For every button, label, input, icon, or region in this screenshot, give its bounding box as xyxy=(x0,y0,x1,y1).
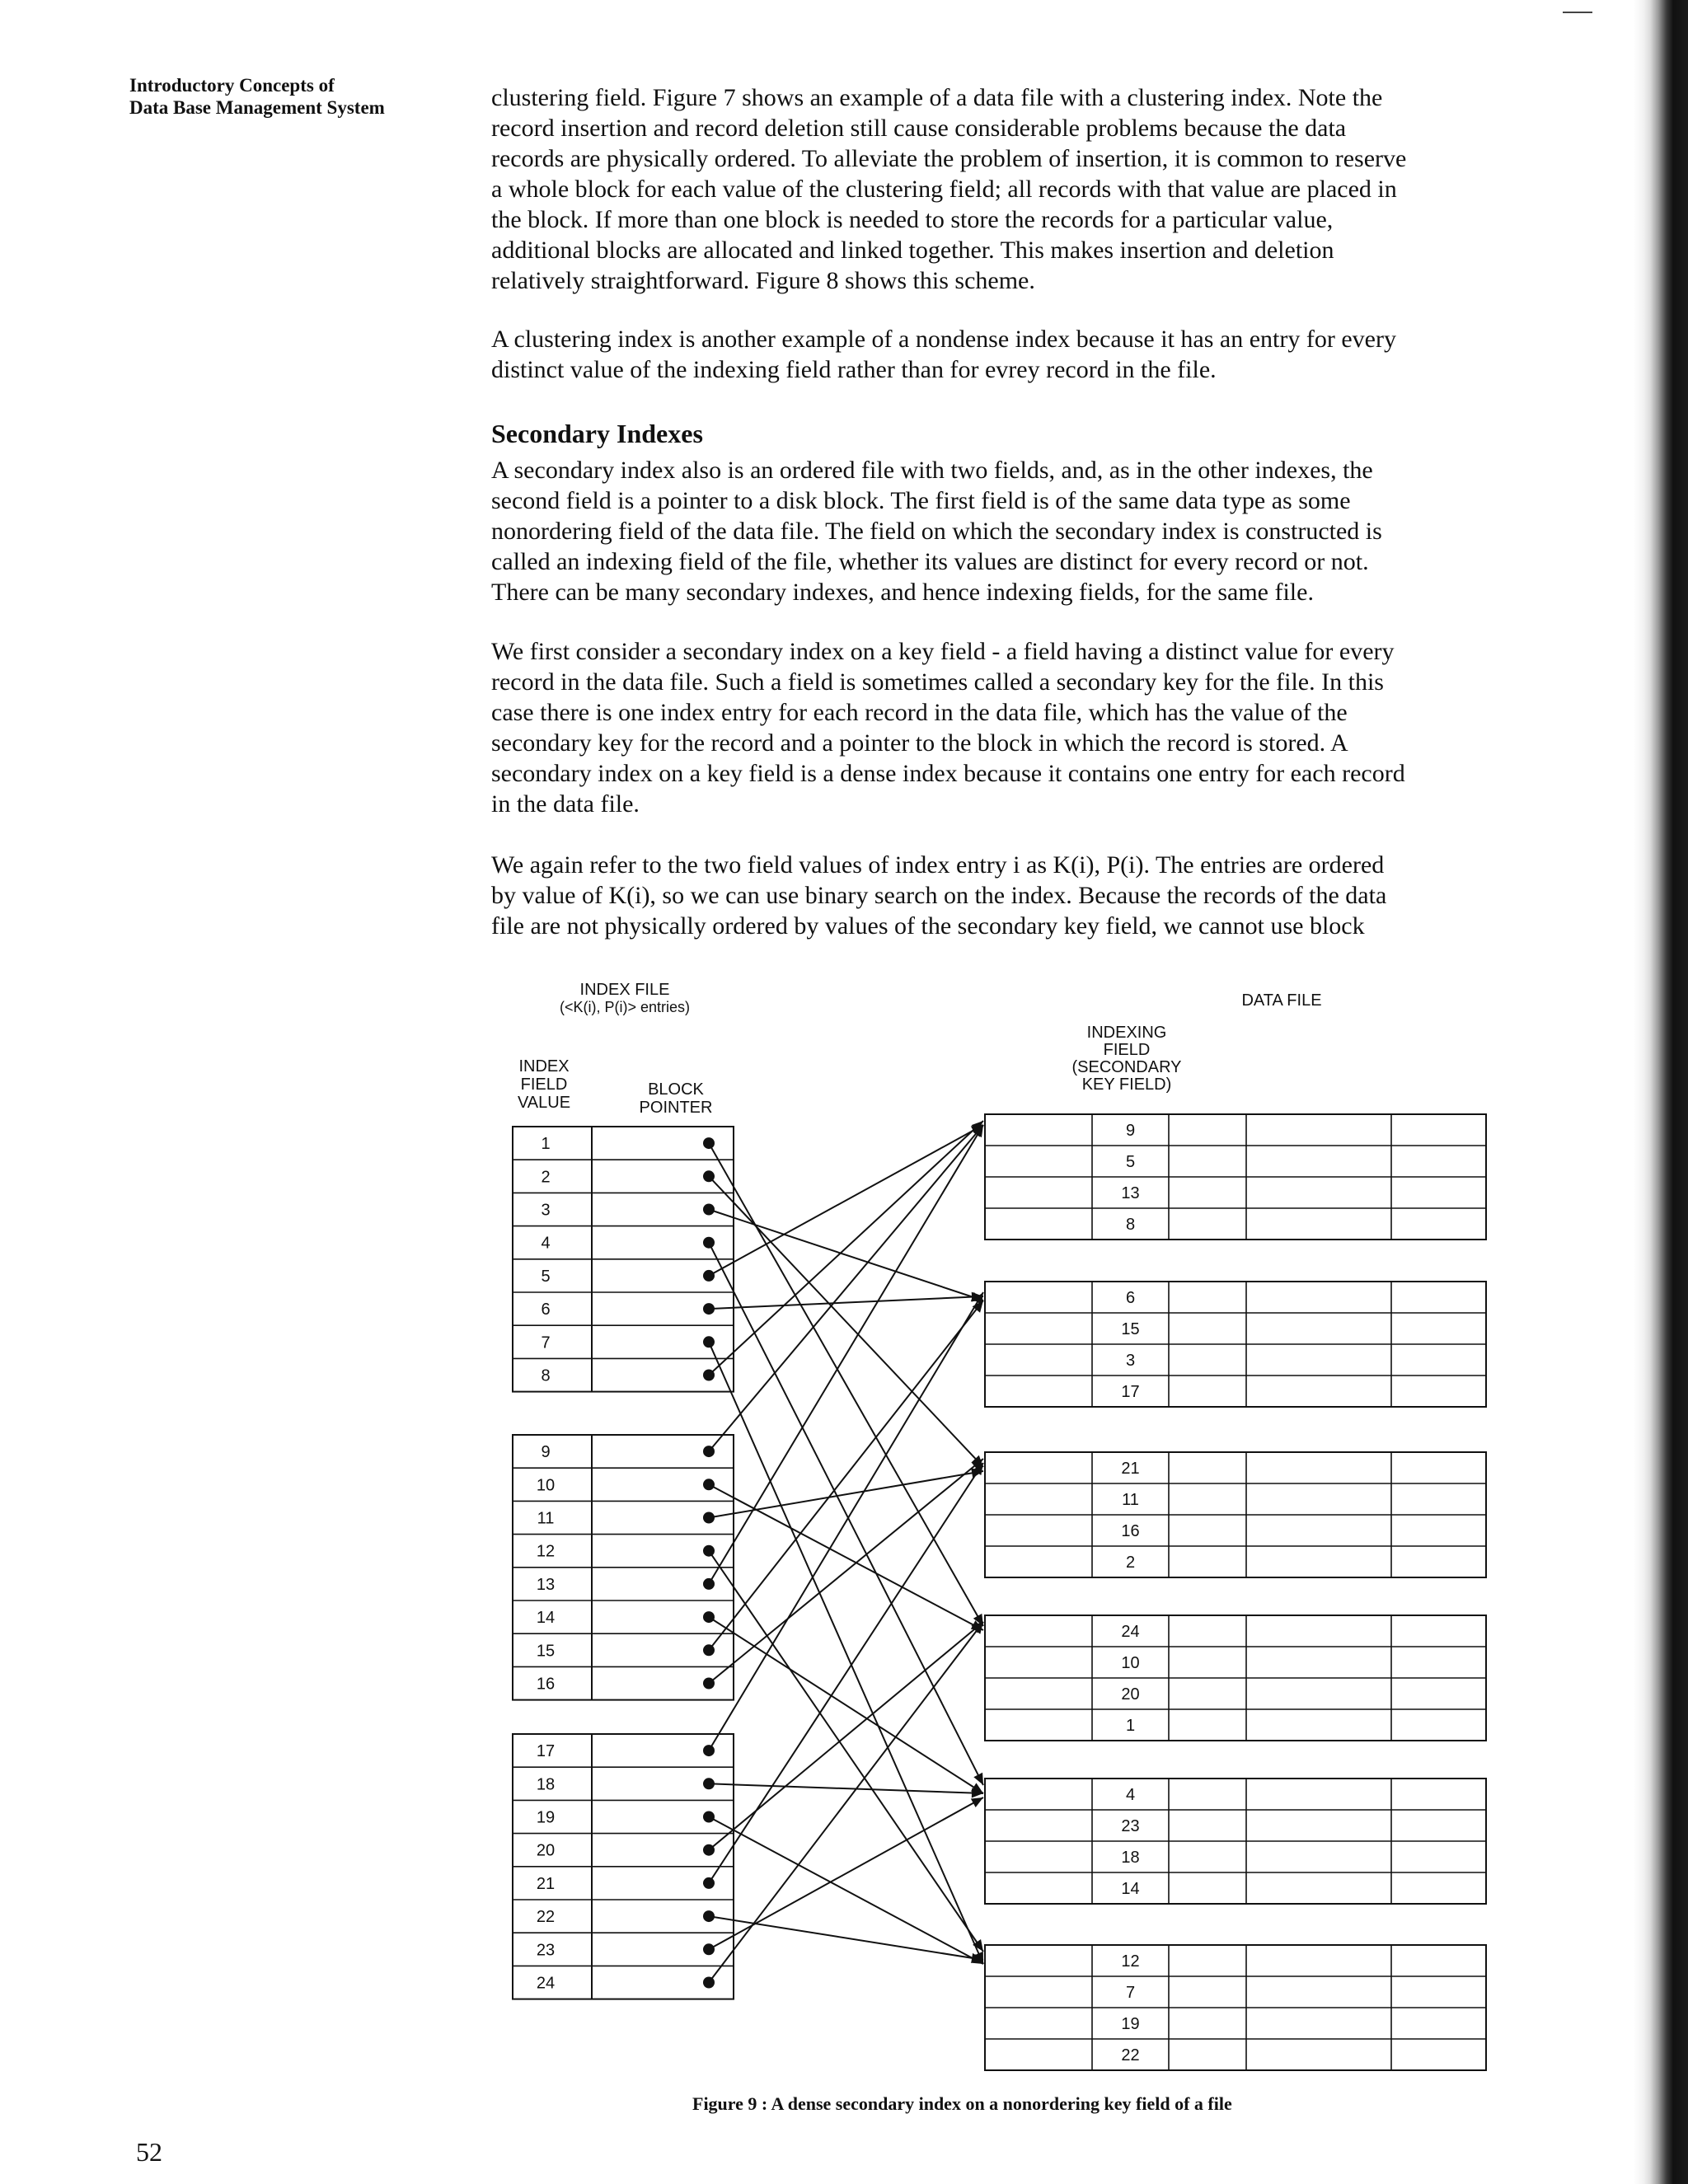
pointer-dot xyxy=(703,1237,715,1249)
index-field-value: 21 xyxy=(536,1874,556,1893)
text-line: secondary index on a key field is a dense index because it contains one entry for each record xyxy=(491,760,1405,787)
text-line: records are physically ordered. To alleviate the problem of insertion, it is common to reserve xyxy=(491,145,1407,172)
data-key-value: 16 xyxy=(1121,1522,1140,1540)
pointer-dot xyxy=(703,1877,715,1889)
pointer-dot xyxy=(703,1370,715,1381)
block-pointer-arrow xyxy=(709,1622,983,1983)
index-field-value: 9 xyxy=(541,1443,551,1462)
page-number: 52 xyxy=(136,2137,162,2167)
index-field-value: 14 xyxy=(536,1609,556,1628)
text-line: relatively straightforward. Figure 8 shows this scheme. xyxy=(491,267,1035,294)
data-key-value: 4 xyxy=(1125,1786,1136,1804)
index-field-value: 10 xyxy=(536,1476,556,1495)
data-key-value: 23 xyxy=(1121,1817,1140,1835)
data-key-value: 11 xyxy=(1122,1491,1139,1509)
block-pointer-arrow xyxy=(709,1484,983,1630)
index-field-value: 18 xyxy=(536,1775,556,1794)
pointer-dot xyxy=(703,1446,715,1457)
index-field-value: 8 xyxy=(541,1366,551,1385)
data-key-value: 21 xyxy=(1121,1460,1140,1478)
index-field-value: 23 xyxy=(536,1941,556,1960)
pointer-dot xyxy=(703,1303,715,1315)
pointer-dot xyxy=(703,1943,715,1955)
text-line: clustering field. Figure 7 shows an example of a data file with a clustering index. Note the xyxy=(491,84,1383,111)
block-pointer-arrow xyxy=(709,1210,983,1301)
pointer-dot xyxy=(703,1578,715,1590)
pointer-dot xyxy=(703,1977,715,1989)
text-line: secondary key for the record and a pointer to the block in which the record is stored. A xyxy=(491,729,1348,757)
data-key-value: 20 xyxy=(1121,1685,1140,1704)
text-line: A clustering index is another example of a nondense index because it has an entry for every xyxy=(491,326,1396,353)
indexing-field-line3: (SECONDARY xyxy=(1071,1058,1182,1076)
index-field-value: 12 xyxy=(536,1542,556,1561)
block-pointer-arrow xyxy=(709,1176,983,1467)
block-pointer-arrow xyxy=(709,1121,983,1376)
index-file-subtitle: (<K(i), P(i)> entries) xyxy=(559,999,691,1015)
index-file-title: INDEX FILE xyxy=(579,981,670,999)
section-heading: Secondary Indexes xyxy=(491,419,703,448)
data-key-value: 1 xyxy=(1125,1717,1136,1735)
data-key-value: 18 xyxy=(1121,1849,1140,1867)
block-pointer-arrow xyxy=(709,1459,983,1684)
text-line: record insertion and record deletion still cause considerable problems because the data xyxy=(491,115,1347,142)
indexing-field-line2: FIELD xyxy=(1103,1041,1151,1059)
block-pointer-arrow xyxy=(709,1622,983,1850)
index-field-value: 19 xyxy=(536,1808,556,1827)
index-field-value: 4 xyxy=(541,1234,551,1253)
index-field-value: 11 xyxy=(537,1509,555,1528)
pointer-dot xyxy=(703,1778,715,1789)
data-key-value: 2 xyxy=(1125,1554,1136,1572)
block-pointer-arrow xyxy=(709,1916,983,1960)
index-field-value: 5 xyxy=(541,1267,551,1286)
text-line: There can be many secondary indexes, and hence indexing fields, for the same file. xyxy=(491,579,1314,606)
block-pointer-arrow xyxy=(709,1292,983,1750)
pointer-dot xyxy=(703,1545,715,1557)
text-line: record in the data file. Such a field is sometimes called a secondary key for the file. In this xyxy=(491,668,1384,696)
data-key-value: 24 xyxy=(1121,1623,1140,1641)
text-line: A secondary index also is an ordered file with two fields, and, as in the other indexes, the xyxy=(491,457,1373,484)
data-key-value: 14 xyxy=(1121,1880,1140,1898)
data-key-value: 22 xyxy=(1121,2046,1140,2064)
arrowhead xyxy=(973,1939,983,1952)
index-col1-line1: INDEX xyxy=(518,1057,570,1076)
data-key-value: 15 xyxy=(1121,1320,1140,1338)
text-line: by value of K(i), so we can use binary search on the index. Because the records of the data xyxy=(491,882,1387,909)
text-line: in the data file. xyxy=(491,790,640,818)
pointer-dot xyxy=(703,1512,715,1524)
data-key-value: 7 xyxy=(1125,1984,1136,2002)
text-line: We again refer to the two field values of index entry i as K(i), P(i). The entries are ordered xyxy=(491,851,1385,879)
figure-caption: Figure 9 : A dense secondary index on a nonordering key field of a file xyxy=(692,2093,1232,2114)
text-line: the block. If more than one block is needed to store the records for a particular value, xyxy=(491,206,1334,233)
data-key-value: 8 xyxy=(1125,1216,1136,1234)
text-line: We first consider a secondary index on a key field - a field having a distinct value for every xyxy=(491,638,1395,665)
data-key-value: 6 xyxy=(1125,1289,1136,1307)
block-pointer-arrow xyxy=(709,1143,983,1626)
index-field-value: 15 xyxy=(536,1642,556,1661)
index-field-value: 2 xyxy=(541,1168,551,1187)
pointer-dot xyxy=(703,1270,715,1282)
index-col1-line2: FIELD xyxy=(520,1076,568,1094)
running-header-line1: Introductory Concepts of xyxy=(129,75,335,96)
indexing-field-line4: KEY FIELD) xyxy=(1081,1076,1172,1094)
text-line: a whole block for each value of the clustering field; all records with that value are placed in xyxy=(491,176,1397,203)
pointer-dot xyxy=(703,1811,715,1823)
data-file-title: DATA FILE xyxy=(1241,991,1322,1010)
index-field-value: 22 xyxy=(536,1908,556,1927)
text-line: distinct value of the indexing field rather than for evrey record in the file. xyxy=(491,356,1217,383)
pointer-dot xyxy=(703,1678,715,1690)
text-line: nonordering field of the data file. The field on which the secondary index is constructed is xyxy=(491,518,1382,545)
pointer-dot xyxy=(703,1844,715,1856)
data-key-value: 13 xyxy=(1121,1184,1140,1202)
indexing-field-line1: INDEXING xyxy=(1086,1024,1167,1042)
pointer-dot xyxy=(703,1336,715,1347)
data-key-value: 3 xyxy=(1125,1352,1136,1370)
block-pointer-arrow xyxy=(709,1125,983,1451)
text-line: case there is one index entry for each record in the data file, which has the value of the xyxy=(491,699,1348,726)
index-field-value: 13 xyxy=(536,1575,556,1594)
text-line: second field is a pointer to a disk block. The first field is of the same data type as some xyxy=(491,487,1351,514)
text-line: file are not physically ordered by values of the secondary key field, we cannot use block xyxy=(491,912,1365,940)
block-pointer-arrow xyxy=(709,1471,983,1518)
data-key-value: 9 xyxy=(1125,1122,1136,1140)
pointer-dot xyxy=(703,1479,715,1490)
data-key-value: 10 xyxy=(1121,1654,1140,1672)
index-col2-line2: POINTER xyxy=(639,1099,713,1117)
pointer-dot xyxy=(703,1137,715,1149)
pointer-dot xyxy=(703,1204,715,1216)
block-pointer-arrow xyxy=(709,1783,983,1793)
index-field-value: 3 xyxy=(541,1201,551,1220)
index-field-value: 6 xyxy=(541,1301,551,1319)
pointer-dot xyxy=(703,1644,715,1656)
index-field-value: 17 xyxy=(536,1742,556,1761)
block-pointer-arrow xyxy=(709,1551,983,1952)
index-col1-line3: VALUE xyxy=(517,1094,571,1112)
index-field-value: 16 xyxy=(536,1675,556,1694)
block-pointer-arrow xyxy=(709,1125,983,1276)
index-field-value: 1 xyxy=(541,1135,551,1154)
pointer-dot xyxy=(703,1611,715,1623)
pointer-dot xyxy=(703,1170,715,1182)
index-col2-line1: BLOCK xyxy=(648,1080,704,1099)
block-pointer-arrow xyxy=(709,1342,983,1964)
pointer-dot xyxy=(703,1745,715,1756)
block-pointer-arrow xyxy=(709,1296,983,1309)
data-key-value: 19 xyxy=(1121,2015,1140,2033)
index-field-value: 24 xyxy=(536,1974,556,1993)
data-key-value: 12 xyxy=(1121,1952,1140,1971)
index-field-value: 7 xyxy=(541,1333,551,1352)
index-field-value: 20 xyxy=(536,1841,556,1860)
text-line: additional blocks are allocated and linked together. This makes insertion and deletion xyxy=(491,237,1334,264)
text-line: called an indexing field of the file, whether its values are distinct for every record or not. xyxy=(491,548,1369,575)
data-key-value: 17 xyxy=(1121,1383,1140,1401)
data-key-value: 5 xyxy=(1125,1153,1136,1171)
pointer-dot xyxy=(703,1910,715,1922)
running-header-line2: Data Base Management System xyxy=(129,97,385,118)
